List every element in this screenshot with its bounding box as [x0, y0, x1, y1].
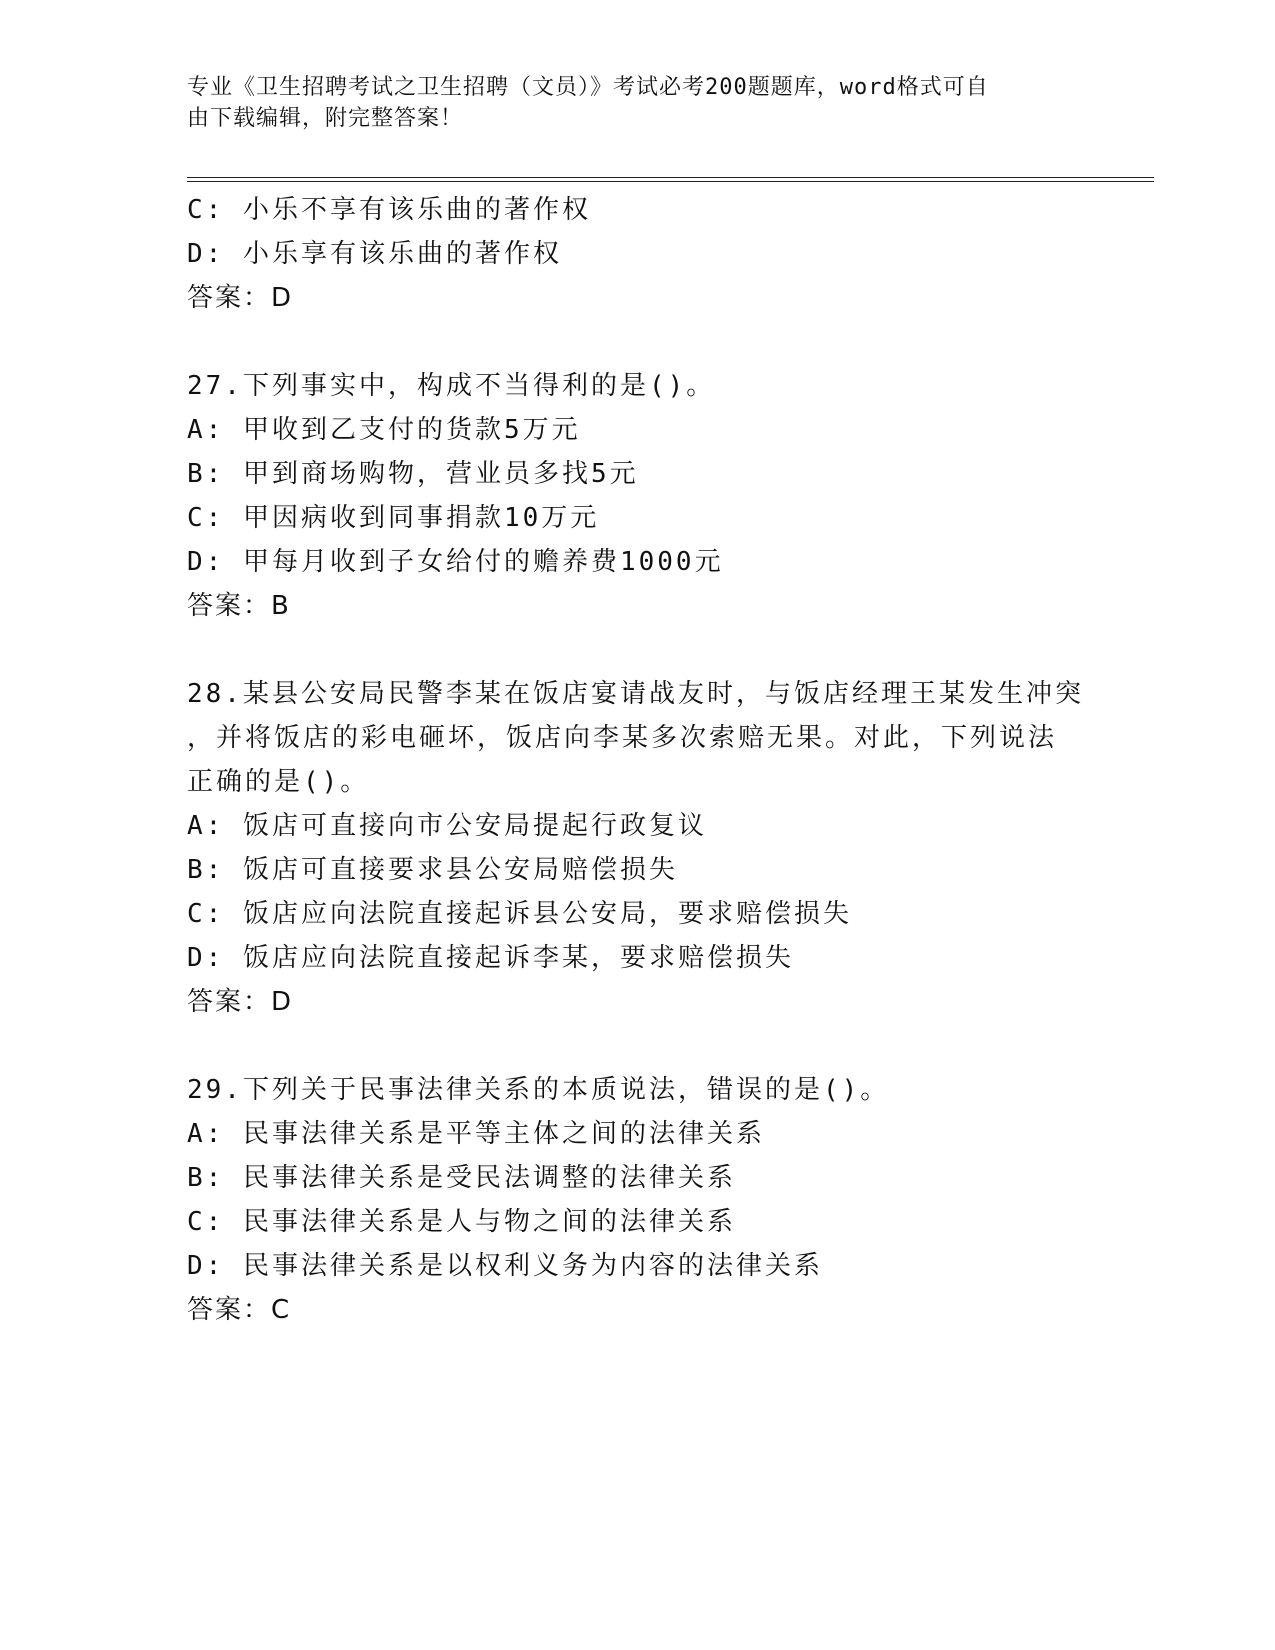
q29-option-b: B: 民事法律关系是受民法调整的法律关系 [187, 1163, 736, 1193]
q27-option-d: D: 甲每月收到子女给付的赡养费1000元 [187, 547, 724, 577]
header-line-1: 专业《卫生招聘考试之卫生招聘（文员）》考试必考200题题库，word格式可自 [187, 75, 989, 100]
document-header [187, 72, 1067, 134]
q27-option-a: A: 甲收到乙支付的货款5万元 [187, 415, 581, 445]
prev-answer: 答案：D [187, 283, 294, 313]
q29-stem: 29.下列关于民事法律关系的本质说法，错误的是()。 [187, 1075, 890, 1105]
q29-option-c: C: 民事法律关系是人与物之间的法律关系 [187, 1207, 736, 1237]
q29-option-d: D: 民事法律关系是以权利义务为内容的法律关系 [187, 1251, 823, 1281]
header-divider-bottom [187, 181, 1154, 182]
header-line-2: 由下载编辑，附完整答案！ [187, 106, 464, 131]
prev-option-d: D: 小乐享有该乐曲的著作权 [187, 239, 562, 269]
q28-option-c: C: 饭店应向法院直接起诉县公安局，要求赔偿损失 [187, 899, 852, 929]
q28-option-b: B: 饭店可直接要求县公安局赔偿损失 [187, 855, 678, 885]
q27-stem: 27.下列事实中，构成不当得利的是()。 [187, 371, 716, 401]
q27-option-c: C: 甲因病收到同事捐款10万元 [187, 503, 600, 533]
q28-stem-line-1: 28.某县公安局民警李某在饭店宴请战友时，与饭店经理王某发生冲突 [187, 679, 1084, 709]
q28-option-a: A: 饭店可直接向市公安局提起行政复议 [187, 811, 707, 841]
q28-answer: 答案：D [187, 987, 294, 1017]
q28-stem-line-2: ，并将饭店的彩电砸坏，饭店向李某多次索赔无果。对此，下列说法 [187, 723, 1058, 753]
q29-option-a: A: 民事法律关系是平等主体之间的法律关系 [187, 1119, 765, 1149]
q27-answer: 答案：B [187, 591, 291, 621]
q29-answer: 答案：C [187, 1295, 292, 1325]
header-divider-top [187, 177, 1154, 178]
prev-option-c: C: 小乐不享有该乐曲的著作权 [187, 195, 591, 225]
q28-option-d: D: 饭店应向法院直接起诉李某，要求赔偿损失 [187, 943, 794, 973]
q28-stem-line-3: 正确的是()。 [187, 767, 370, 797]
q27-option-b: B: 甲到商场购物，营业员多找5元 [187, 459, 639, 489]
